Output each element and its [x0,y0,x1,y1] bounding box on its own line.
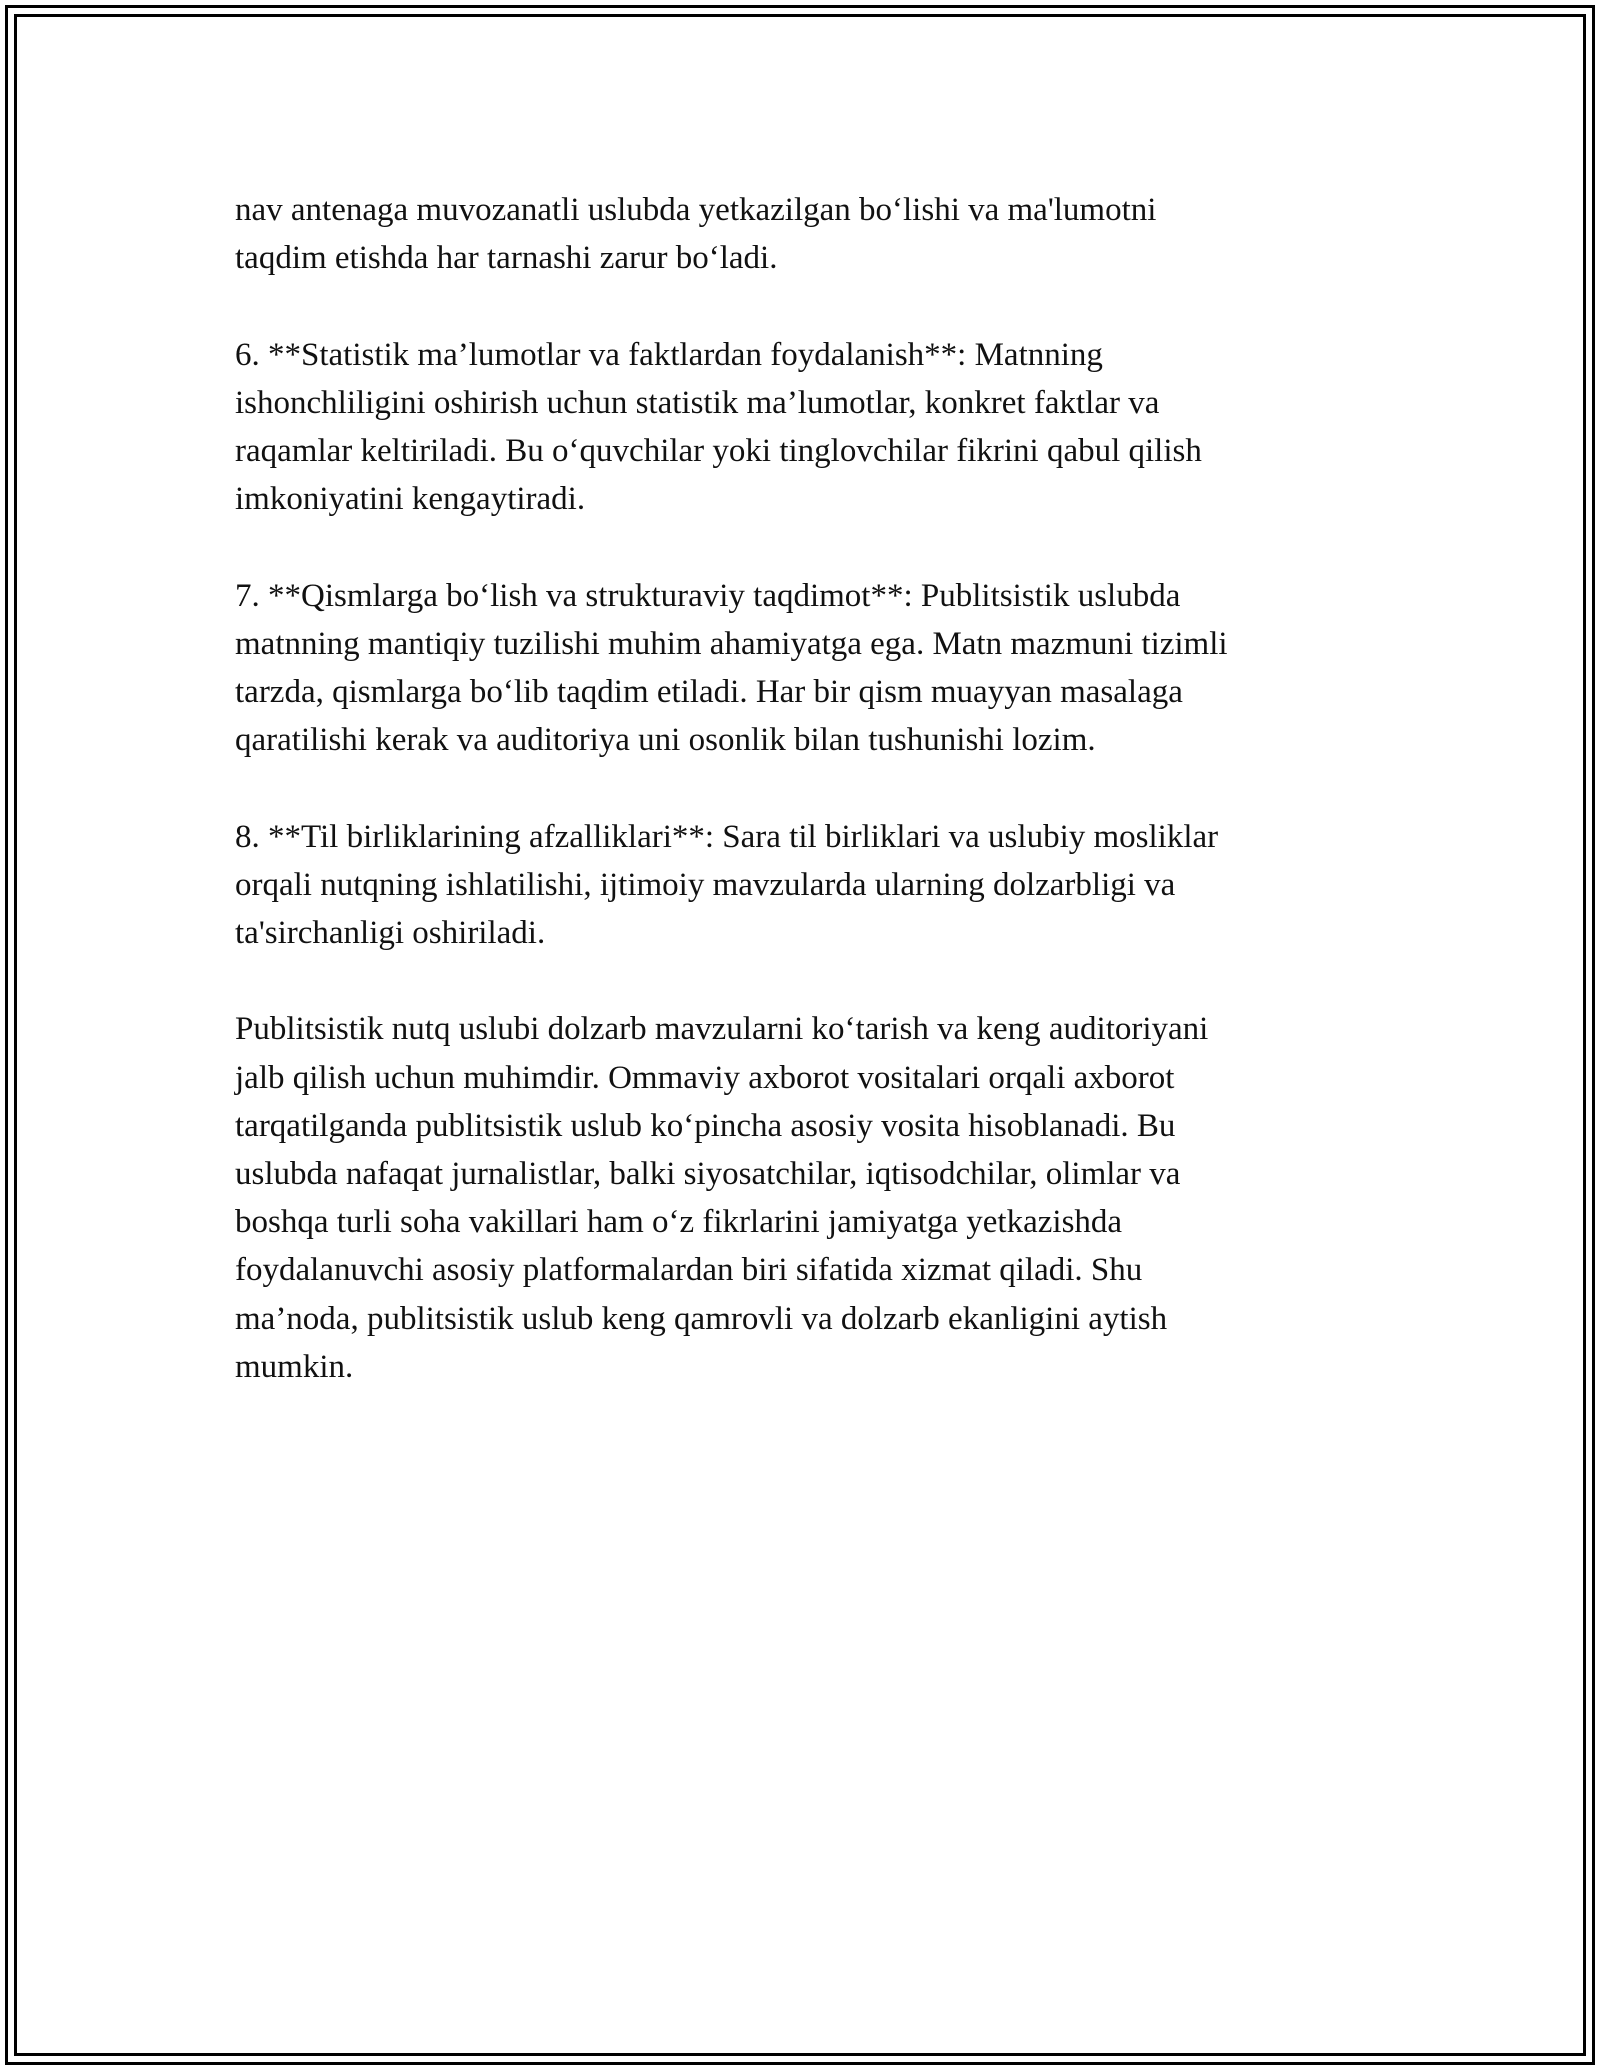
text-line: boshqa turli soha vakillari ham o‘z fikrlarini jamiyatga yetkazishda [235,1204,1123,1241]
text-line: mumkin. [235,1348,354,1385]
text-line: ta'sirchanligi oshiriladi. [235,915,546,951]
document-body [235,186,1370,1439]
text-line: foydalanuvchi asosiy platformalardan biri sifatida xizmat qiladi. Shu [235,1252,1143,1289]
text-line: uslubda nafaqat jurnalistlar, balki siyosatchilar, iqtisodchilar, olimlar va [235,1156,1181,1192]
text-line: orqali nutqning ishlatilishi, ijtimoiy mavzularda ularning dolzarbligi va [235,866,1176,903]
text-line: 8. **Til birliklarining afzalliklari**: Sara til birliklari va uslubiy mosliklar [235,818,1219,855]
text-line: matnning mantiqiy tuzilishi muhim ahamiyatga ega. Matn mazmuni tizimli [235,625,1228,662]
text-line: raqamlar keltiriladi. Bu o‘quvchilar yoki tinglovchilar fikrini qabul qilish [235,433,1202,469]
text-line: nav antenaga muvozanatli uslubda yetkazilgan bo‘lishi va ma'lumotni [235,192,1157,228]
text-line: taqdim etishda har tarnashi zarur bo‘ladi. [235,240,778,277]
text-line: Publitsistik nutq uslubi dolzarb mavzularni ko‘tarish va keng auditoriyani [235,1011,1209,1048]
text-line: jalb qilish uchun muhimdir. Ommaviy axborot vositalari orqali axborot [235,1059,1175,1096]
text-line: qaratilishi kerak va auditoriya uni osonlik bilan tushunishi lozim. [235,722,1096,759]
text-line: ishonchliligini oshirish uchun statistik ma’lumotlar, konkret faktlar va [235,384,1160,421]
text-line: tarqatilganda publitsistik uslub ko‘pincha asosiy vosita hisoblanadi. Bu [235,1107,1176,1144]
paragraph-item-6 [235,331,1370,524]
text-line: 6. **Statistik ma’lumotlar va faktlardan foydalanish**: Matnning [235,336,1103,373]
paragraph-item-8 [235,813,1370,958]
text-line: 7. **Qismlarga bo‘lish va strukturaviy taqdimot**: Publitsistik uslubda [235,577,1181,614]
text-line: imkoniyatini kengaytiradi. [235,481,586,518]
text-line: tarzda, qismlarga bo‘lib taqdim etiladi. Har bir qism muayyan masalaga [235,674,1183,710]
paragraph-item-7 [235,572,1370,765]
paragraph-continuation [235,186,1370,282]
paragraph-conclusion [235,1005,1370,1391]
text-line: ma’noda, publitsistik uslub keng qamrovli va dolzarb ekanligini aytish [235,1300,1168,1337]
